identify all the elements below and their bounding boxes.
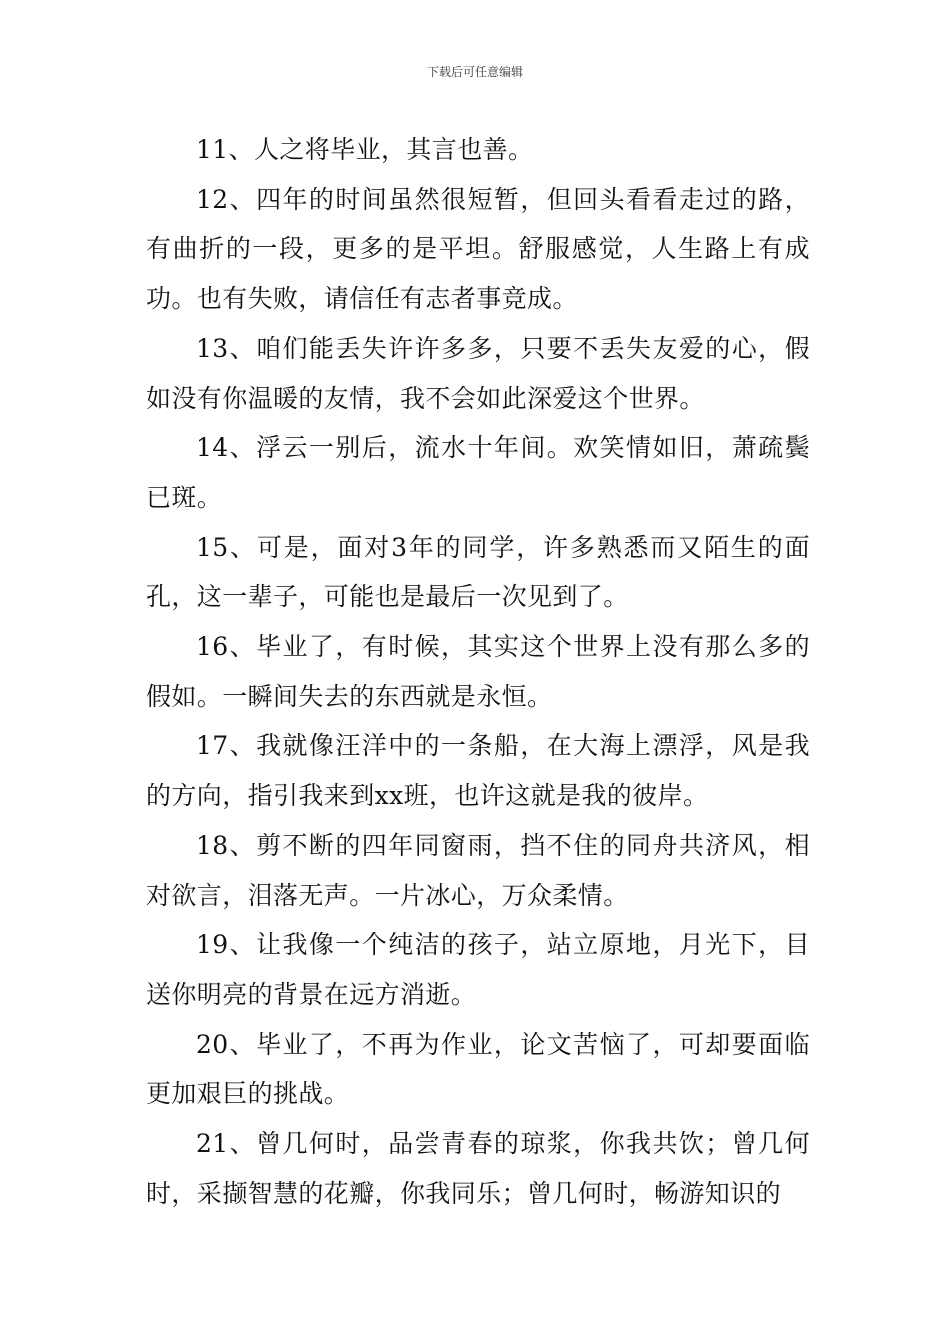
- paragraph-13: 13、咱们能丢失许许多多，只要不丢失友爱的心，假如没有你温暖的友情，我不会如此深爱这个世界。: [146, 333, 810, 413]
- paragraph-15: 15、可是，面对3年的同学，许多熟悉而又陌生的面孔，这一辈子，可能也是最后一次见到了。: [146, 532, 810, 612]
- page-header: 下载后可任意编辑: [426, 65, 523, 79]
- paragraph-16: 16、毕业了，有时候，其实这个世界上没有那么多的假如。一瞬间失去的东西就是永恒。: [146, 632, 810, 711]
- paragraph-18: 18、剪不断的四年同窗雨，挡不住的同舟共济风，相对欲言，泪落无声。一片冰心，万众柔情。: [146, 830, 810, 910]
- paragraph-17: 17、我就像汪洋中的一条船，在大海上漂浮，风是我的方向，指引我来到xx班，也许这就是我的彼岸。: [146, 731, 810, 811]
- paragraph-12: 12、四年的时间虽然很短暂，但回头看看走过的路，有曲折的一段，更多的是平坦。舒服感觉，人生路上有成功。也有失败，请信任有志者事竞成。: [146, 184, 810, 314]
- paragraph-21: 21、曾几何时，品尝青春的琼浆，你我共饮；曾几何时，采撷智慧的花瓣，你我同乐；曾几何时，畅游知识的: [146, 1129, 810, 1208]
- document-body: [146, 125, 810, 1218]
- paragraph-11: 11、人之将毕业，其言也善。: [196, 135, 534, 164]
- paragraph-19: 19、让我像一个纯洁的孩子，站立原地，月光下，目送你明亮的背景在远方消逝。: [146, 930, 810, 1009]
- paragraph-14: 14、浮云一别后，流水十年间。欢笑情如旧，萧疏鬓已斑。: [146, 433, 810, 512]
- paragraph-20: 20、毕业了，不再为作业，论文苦恼了，可却要面临更加艰巨的挑战。: [146, 1029, 810, 1109]
